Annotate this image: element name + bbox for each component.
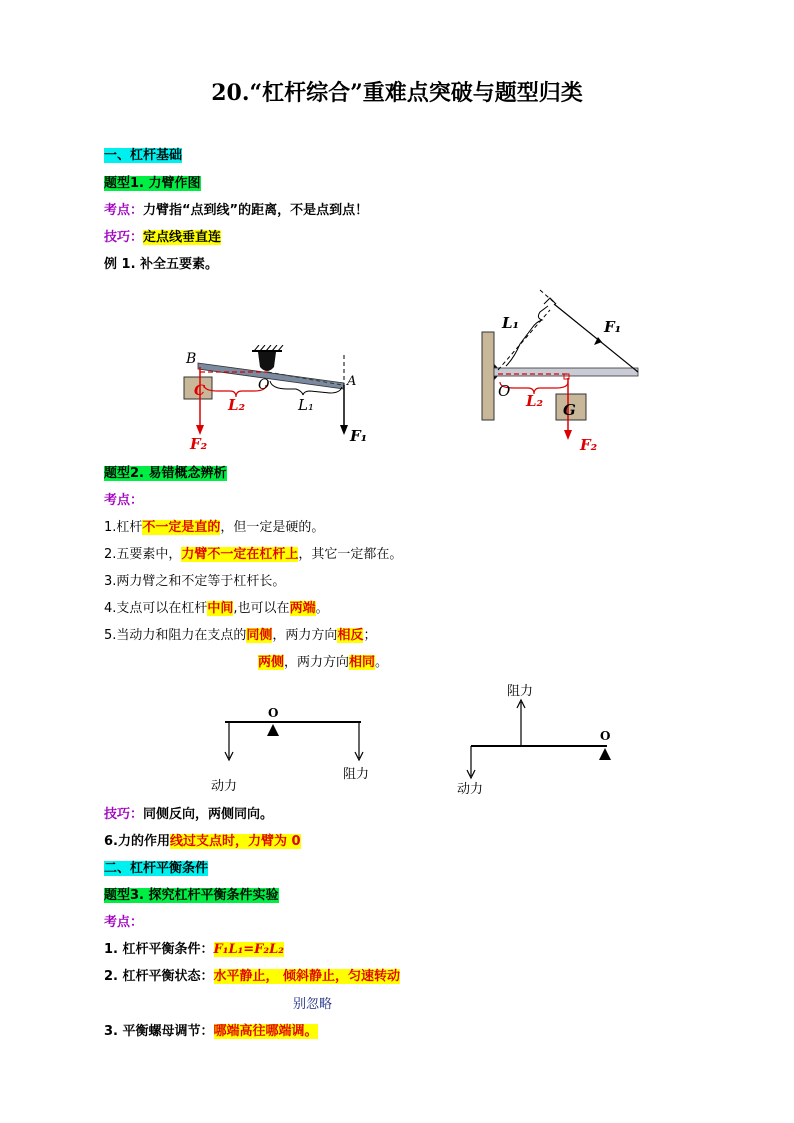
question-highlight: F₁L₁=F₂L₂ bbox=[213, 942, 284, 957]
label-L2: L₂ bbox=[228, 396, 246, 414]
point-4 bbox=[104, 600, 329, 618]
point-5 bbox=[104, 627, 376, 645]
section-label: 二、杠杆平衡条件 bbox=[104, 861, 209, 876]
point-text: 。 bbox=[315, 601, 329, 616]
point-highlight: 两端 bbox=[289, 601, 316, 616]
point-text: 4.支点可以在杠杆 bbox=[104, 601, 208, 616]
label-O: O bbox=[600, 729, 611, 743]
point-text: ，但一定是硬的。 bbox=[220, 520, 325, 535]
point-5-continued bbox=[258, 654, 388, 672]
point-highlight: 线过支点时，力臂为 0 bbox=[169, 834, 301, 849]
point-2 bbox=[104, 546, 402, 564]
point-text: 5.当动力和阻力在支点的 bbox=[104, 628, 247, 643]
question-3 bbox=[104, 1023, 318, 1041]
label-zuli: 阻力 bbox=[343, 767, 370, 782]
note-text: 别忽略 bbox=[293, 997, 333, 1012]
type-prefix: 题型 bbox=[104, 888, 131, 903]
label-A: A bbox=[347, 374, 357, 389]
tip-text: 同侧反向，两侧同向。 bbox=[143, 807, 274, 822]
point-text: ，两力方向 bbox=[284, 655, 350, 670]
point-highlight: 力臂不一定在杠杆上 bbox=[181, 547, 299, 562]
type-heading-3 bbox=[104, 887, 279, 905]
section-heading-1 bbox=[104, 147, 182, 165]
type-prefix: 题型 bbox=[104, 466, 131, 481]
label-L1: L₁ bbox=[298, 396, 314, 414]
section-label: 一、杠杆基础 bbox=[104, 148, 183, 163]
point-highlight: 相同 bbox=[349, 655, 376, 670]
type-heading-1 bbox=[104, 175, 201, 193]
label-zuli: 阻力 bbox=[507, 684, 534, 699]
key-point-2: 考点： bbox=[104, 493, 144, 508]
label-O: O bbox=[268, 706, 279, 720]
tip-label: 技巧： bbox=[104, 807, 144, 822]
question-text: 1. 杠杆平衡条件： bbox=[104, 942, 214, 957]
point-6 bbox=[104, 833, 301, 851]
label-L1: L₁ bbox=[502, 314, 520, 332]
point-highlight: 两侧 bbox=[258, 655, 285, 670]
point-highlight: 同侧 bbox=[246, 628, 273, 643]
tip-1 bbox=[104, 229, 221, 247]
question-highlight: 水平静止， 倾斜静止，匀速转动 bbox=[213, 969, 401, 984]
type-label: 3. 探究杠杆平衡条件实验 bbox=[130, 888, 279, 903]
question-text: 2. 杠杆平衡状态： bbox=[104, 969, 214, 984]
question-text: 3. 平衡螺母调节： bbox=[104, 1024, 214, 1039]
point-text: ，两力方向 bbox=[272, 628, 338, 643]
label-dongli: 动力 bbox=[457, 782, 484, 797]
question-2 bbox=[104, 968, 400, 986]
label-L2: L₂ bbox=[526, 392, 544, 410]
point-highlight: 不一定是直的 bbox=[142, 520, 221, 535]
type-prefix: 题型 bbox=[104, 176, 131, 191]
tip-text: 定点线垂直连 bbox=[143, 230, 222, 245]
force-diagram-both-sides bbox=[455, 680, 625, 800]
type-label: 1. 力臂作图 bbox=[130, 176, 201, 191]
point-highlight: 中间 bbox=[207, 601, 234, 616]
point-1 bbox=[104, 519, 324, 537]
point-text: 6.力的作用 bbox=[104, 834, 170, 849]
tip-2 bbox=[104, 806, 273, 824]
point-text: 1.杠杆 bbox=[104, 520, 143, 535]
key-label: 考点： bbox=[104, 203, 144, 218]
lever-diagram-2 bbox=[470, 282, 650, 457]
type-label: 2. 易错概念辨析 bbox=[130, 466, 227, 481]
label-F1: F₁ bbox=[350, 427, 368, 445]
section-heading-2 bbox=[104, 860, 208, 878]
label-F2: F₂ bbox=[190, 435, 208, 453]
question-highlight: 哪端高往哪端调。 bbox=[213, 1024, 318, 1039]
label-B: B bbox=[186, 351, 197, 367]
point-text: ,也可以在 bbox=[233, 601, 290, 616]
label-G: G bbox=[563, 401, 576, 419]
key-text: 力臂指“点到线”的距离，不是点到点！ bbox=[143, 203, 369, 218]
example-1: 例 1. 补全五要素。 bbox=[104, 257, 219, 272]
force-diagram-same-side bbox=[205, 700, 385, 795]
label-F2: F₂ bbox=[580, 436, 598, 454]
question-1 bbox=[104, 941, 284, 959]
key-point-3: 考点： bbox=[104, 915, 144, 930]
key-point-1 bbox=[104, 202, 368, 220]
label-C: C bbox=[194, 383, 206, 399]
point-text: 2.五要素中， bbox=[104, 547, 182, 562]
lever-diagram-1 bbox=[170, 345, 390, 455]
label-dongli: 动力 bbox=[211, 779, 238, 794]
label-O: O bbox=[258, 377, 270, 393]
point-highlight: 相反 bbox=[337, 628, 364, 643]
label-O: O bbox=[498, 382, 511, 400]
label-F1: F₁ bbox=[604, 318, 622, 336]
point-text: ，其它一定都在。 bbox=[298, 547, 403, 562]
page-title: 20.“杠杆综合”重难点突破与题型归类 bbox=[211, 80, 583, 106]
point-text: ； bbox=[363, 628, 377, 643]
tip-label: 技巧： bbox=[104, 230, 144, 245]
type-heading-2 bbox=[104, 465, 227, 483]
point-text: 。 bbox=[375, 655, 389, 670]
point-3: 3.两力臂之和不定等于杠杆长。 bbox=[104, 574, 286, 589]
